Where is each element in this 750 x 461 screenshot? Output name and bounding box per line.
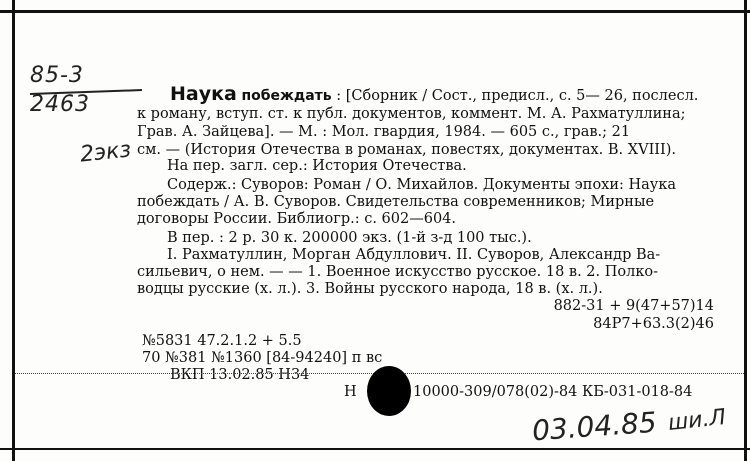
ink-blot bbox=[367, 366, 411, 416]
tracing-line-3: водцы русские (х. л.). 3. Войны русского народа, 18 в. (х. л.). bbox=[137, 281, 603, 297]
tracing-line-1: I. Рахматуллин, Морган Абдуллович. II. Суворов, Александр Ва- bbox=[167, 247, 661, 263]
footer-number-2: 70 №381 №1360 [84-94240] п вс bbox=[142, 350, 383, 366]
entry-heading-line bbox=[170, 83, 699, 105]
contents-line-1: Содерж.: Суворов: Роман / О. Михайлов. Документы эпохи: Наука bbox=[167, 177, 677, 193]
tracing-line-2: сильевич, о нем. — — 1. Военное искусство русское. 18 в. 2. Полко- bbox=[137, 264, 659, 280]
entry-title-word2: побеждать bbox=[241, 88, 332, 104]
footer-code: 10000-309/078(02)-84 КБ-031-018-84 bbox=[413, 384, 693, 400]
price-line: В пер. : 2 р. 30 к. 200000 экз. (1-й з-д 100 тыс.). bbox=[167, 230, 532, 246]
entry-title: Наука bbox=[170, 83, 237, 105]
handwritten-date: 03.04.85 bbox=[531, 405, 658, 448]
entry-line-3: Грав. А. Зайцева]. — М. : Мол. гвардия, 1984. — 605 с., грав.; 21 bbox=[137, 124, 631, 140]
card-border-top bbox=[0, 10, 750, 13]
entry-line-2: к роману, вступ. ст. к публ. документов, коммент. М. А. Рахматуллина; bbox=[137, 106, 686, 122]
classification-line-1: 882-31 + 9(47+57)14 bbox=[553, 298, 714, 314]
entry-line-5: На пер. загл. сер.: История Отечества. bbox=[167, 158, 467, 174]
card-border-left bbox=[12, 0, 15, 461]
copies-note: 2экз bbox=[78, 137, 133, 168]
classification-line-2: 84Р7+63.3(2)46 bbox=[593, 316, 714, 332]
card-border-right bbox=[744, 0, 747, 461]
footer-vkp: ВКП 13.02.85 Н34 bbox=[170, 367, 310, 383]
entry-line1-rest: : [Сборник / Сост., предисл., с. 5— 26, послесл. bbox=[336, 88, 699, 104]
card-border-bottom bbox=[0, 448, 750, 450]
footer-number-1: №5831 47.2.1.2 + 5.5 bbox=[142, 333, 302, 349]
contents-line-3: договоры России. Библиогр.: с. 602—604. bbox=[137, 211, 457, 227]
contents-line-2: побеждать / А. В. Суворов. Свидетельства современников; Мирные bbox=[137, 194, 655, 210]
entry-line-4: см. — (История Отечества в романах, повестях, документах. В. XVIII). bbox=[137, 142, 677, 158]
footer-letter: Н bbox=[344, 384, 357, 400]
handwritten-signature: ши.Л bbox=[666, 405, 728, 436]
shelf-mark-top: 85-3 bbox=[30, 63, 84, 88]
shelf-mark-bottom: 2463 bbox=[30, 92, 90, 117]
